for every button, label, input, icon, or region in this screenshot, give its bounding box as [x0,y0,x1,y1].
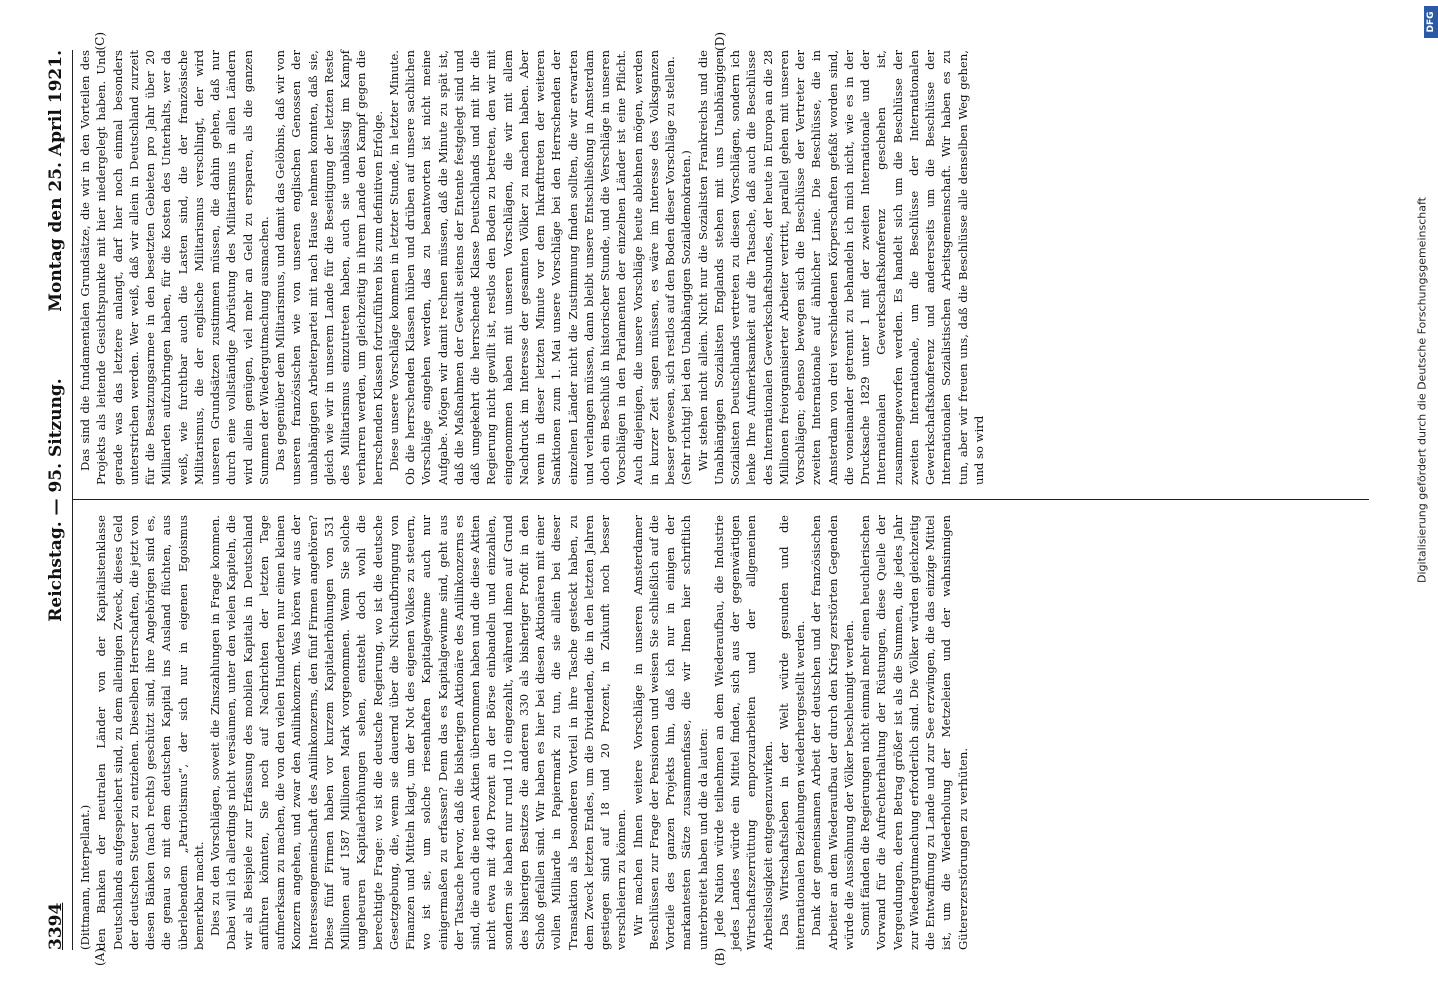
left-paragraph-3: Wir machen Ihnen weitere Vorschläge in unseren Amsterdamer Beschlüssen zur Frage der Pensionen und weisen Sie schließlich auf die Vorteile des ganzen Projekts hin, daß ich nur in einigen der markantesten Sätze zusammenfasse, die wir Ihnen hier schriftlich unterbreitet haben und die da lauten: [630,515,710,950]
left-paragraph-1: den Banken der neutralen Länder von der Kapitalistenklasse Deutschlands aufgespeichert sind, zu dem alleinigen Zweck, dieses Geld der deutschen Steuer zu entziehen. Dieselben Herrschaften, die jetzt von diesen Bänken (nach rechts) geschützt sind, ihre Angehörigen sind es, die genau so mit dem deutschen Kapital ins Ausland flüchten, aus überlebendem „Patriotismus“, der sich nur in eigenen Egoismus bemerkbar macht. [94,515,206,950]
margin-marker-c: (C) [93,32,107,51]
speaker-attribution: (Dittmann, Interpellant.) [78,804,92,950]
left-column [77,515,1367,950]
text-columns [73,32,1373,966]
left-paragraph-2: Dies zu den Vorschlägen, soweit die Zinszahlungen in Frage kommen. Dabei will ich allerdings nicht versäumen, unter den vielen Kapiteln, die wir als Beispiele zur Erfassung des mobilen Kapitals in Deutschland anführen könnten, Sie noch auf Nachrichten der letzten Tage aufmerksam zu machen, die von den vielen Hunderten nur einen kleinen Konzern angehen, und zwar den Anilinkonzern. Was hören wir aus der Interessengemeinschaft des Anilinkonzerns, den fünf Firmen angehören? Diese fünf Firmen haben vor kurzem Kapitalerhöhungen von 531 Millionen auf 1587 Millionen Mark vorgenommen. Wenn Sie solche ungeheuren Kapitalerhöhungen sehen, entsteht doch wohl die berechtigte Frage: wo ist die deutsche Regierung, wo ist die deutsche Gesetzgebung, die, wenn sie dauernd über die Nichtaufbringung von Finanzen und Mitteln klagt, um der Not des eigenen Volkes zu steuern, wo ist sie, um solche riesenhaften Kapitalgewinne auch nur einigermaßen zu erfassen? Denn das es Kapitalgewinne sind, geht aus der Tatsache hervor, daß die bisherigen Aktionäre des Anilinkonzerns es sind, die auch die neuen Aktien übernommen haben und die diese Aktien nicht etwa mit 440 Prozent an der Börse einbandeln und einzahlen, sondern sie haben nur rund 110 eingezahlt, während ihnen auf Grund des bisherigen Besitzes die anderen 330 als bisheriger Profit in den Schoß gefallen sind. Wir haben es hier bei diesen Aktionären mit einer vollen Milliarde in Papiermark zu tun, die sie allein bei dieser Transaktion als besonderen Vorteil in ihre Tasche gesteckt haben, zu dem Zweck letzten Endes, um die Dividenden, die in den letzten Jahren gestiegen sind auf 18 und 20 Prozent, in Zukunft noch besser verschleiern zu können. [208,515,629,950]
credit-text: Digitalisierung gefördert durch die Deutsche Forschungsgemeinschaft [1415,197,1429,583]
digitization-credit [1414,110,1430,670]
right-paragraph-2: Das gegenüber dem Militarismus, und damit das Gelöbnis, daß wir von unseren französischen wie von unseren englischen Genossen der unabhängigen Arbeiterpartei mit nach Hause nehmen konnten, daß sie, gleich wie wir in unserem Lande für die Beseitigung der letzten Reste des Militarismus einzutreten haben, auch sie unablässig im Kampf verharren werden, um gleichzeitig in ihrem Lande den Kampf gegen die herrschenden Klassen fortzuführen bis zum definitiven Erfolge. [273,50,385,485]
dfg-logo [1424,6,1438,38]
margin-marker-a: (A) [93,947,107,966]
session-date: Montag den 25. April 1921. [46,50,66,312]
right-paragraph-3: Diese unsere Vorschläge kommen in letzter Stunde, in letzter Minute. Ob die herrschenden Klassen hüben und drüben auf unsere sachlichen Vorschläge eingehen werden, das zu beantworten ist nicht meine Aufgabe. Mögen wir damit rechnen müssen, daß die Minute zu spät ist, daß die Maßnahmen der Gewalt seitens der Entente festgelegt sind und daß umgekehrt die herrschende Klasse Deutschlands und mit ihr die Regierung nicht gewillt ist, restlos den Boden zu betreten, den wir mit eingenommen haben mit unseren Vorschlägen, die wir mit allem Nachdruck im Interesse der gesamten Völker zu machen haben. Aber wenn in dieser letzten Minute vor dem Inkrafttreten der weiteren Sanktionen zum 1. Mai unsere Vorschläge bei den Herrschenden der einzelnen Länder nicht die Zustimmung finden sollten, die wir erwarten und verlangen müssen, dann bleibt unsere Entschließung in Amsterdam doch ein Beschluß in historischer Stunde, und die Verschläge in unseren Vorschlägen in den Parlamenten der einzelnen Länder ist eine Pflicht. Auch diejenigen, die unsere Vorschläge heute ablehnen mögen, werden in kurzer Zeit sagen müssen, es wäre im Interesse des Volksganzen besser gewesen, sich restlos auf den Boden dieser Vorschläge zu stellen. [386,50,677,485]
right-paragraph-5: Wir stehen nicht allein. Nicht nur die Sozialisten Frankreichs und die Unabhängigen Sozialisten Englands stehen mit uns Unabhängigen Sozialisten Deutschlands vertreten zu diesen Vorschlägen, sondern ich lenke Ihre Aufmerksamkeit auf die Tatsache, daß auch die Beschlüsse des Internationalen Gewerkschaftsbundes, der heute in Europa an die 28 Millionen freiorganisierter Arbeiter vertritt, parallel gehen mit unseren Vorschlägen; ebenso bewegen sich die Beschlüsse der Vertreter der zweiten Internationale auf ähnlicher Linie. Die Beschlüsse, die in Amsterdam von drei verschiedenen Körperschaften gefaßt worden sind, die voneinander getrennt zu behandeln ich mich nicht, wie es in der Drucksache 1829 unter 1 mit der zweiten Internationale und der Internationalen Gewerkschaftskonferenz geschehen ist, zusammengeworfen werden. Es handelt sich um die Beschlüsse der zweiten Internationale, um die Beschlüsse der Internationalen Gewerkschaftskonferenz und andererseits um die Beschlüsse der Internationalen Sozialistischen Arbeitsgemeinschaft. Wir haben es zu tun, aber wir freuen uns, daß die Beschlüsse alle denselben Weg gehen, und so wird [695,50,986,485]
page-header [42,50,73,950]
quote-paragraph-2: Das Wirtschaftsleben in der Welt würde gesunden und die internationalen Beziehungen wiederhergestellt werden. [776,515,807,950]
interjection: (Sehr richtig! bei den Unabhängigen Sozialdemokraten.) [679,150,694,485]
dfg-logo-text: DFG [1426,11,1436,33]
right-column [77,50,1367,485]
quote-paragraph-1: Jede Nation würde teilnehmen an dem Wiederaufbau, die Industrie jedes Landes würde ein Mittel finden, sich aus der gegenwärtigen Wirtschaftszerrüttung emporzuarbeiten und der allgemeinen Arbeitslosigkeit entgegenzuwirken. [711,515,775,950]
right-paragraph-1: Das sind die fundamentalen Grundsätze, die wir in den Vorteilen des Projekts als leitende Gesichtspunkte mit hier niedergelegt haben. Und gerade was das letztere anlangt, darf hier noch einmal besonders unterstrichen werden. Wer weiß, daß wir allein in Deutschland zurzeit für die Besatzungsarmee in den besetzten Gebieten pro Jahr über 20 Milliarden aufzubringen haben, für die Kosten des Unterhalts, wer da weiß, wie furchtbar auch die Lasten sind, die der französische Militarismus, die der englische Militarismus verschlingt, der wird unseren Grundsätzen zustimmen müssen, die dahin gehen, daß nur durch eine vollständige Abrüstung des Militarismus in allen Ländern wird allein genügen, viel mehr an Geld zu ersparen, als die ganzen Summen der Wiedergutmachung ausmachen. [78,50,271,485]
column-divider [73,499,1369,500]
margin-marker-b: (B) [713,947,727,966]
quote-paragraph-3: Dank der gemeinsamen Arbeit der deutschen und der französischen Arbeiter an dem Wiederaufbau der durch den Krieg zerstörten Gegenden würde die Aussöhnung der Völker beschleunigt werden. [809,515,856,950]
quote-paragraph-4: Somit fänden die Regierungen nicht einmal mehr einen heuchlerischen Vorwand für die Aufrechterhaltung der Rüstungen, diese Quelle der Vergeudungen, deren Betrag größer ist als die Summen, die jedes Jahr zur Wiedergutmachung erforderlich sind. Die Völker würden gleichzeitig die Entwaffnung zu Lande und zur See erzwingen, die das einzige Mittel ist, um die Wiederholung der Metzeleien und der wahnsinnigen Gütererzerstörungen zu verhüten. [858,515,970,950]
session-title: Reichstag. — 95. Sitzung. [46,378,66,622]
page-number: 3394 [46,902,66,950]
margin-marker-d: (D) [713,32,727,51]
rotated-document-page [32,30,1402,970]
